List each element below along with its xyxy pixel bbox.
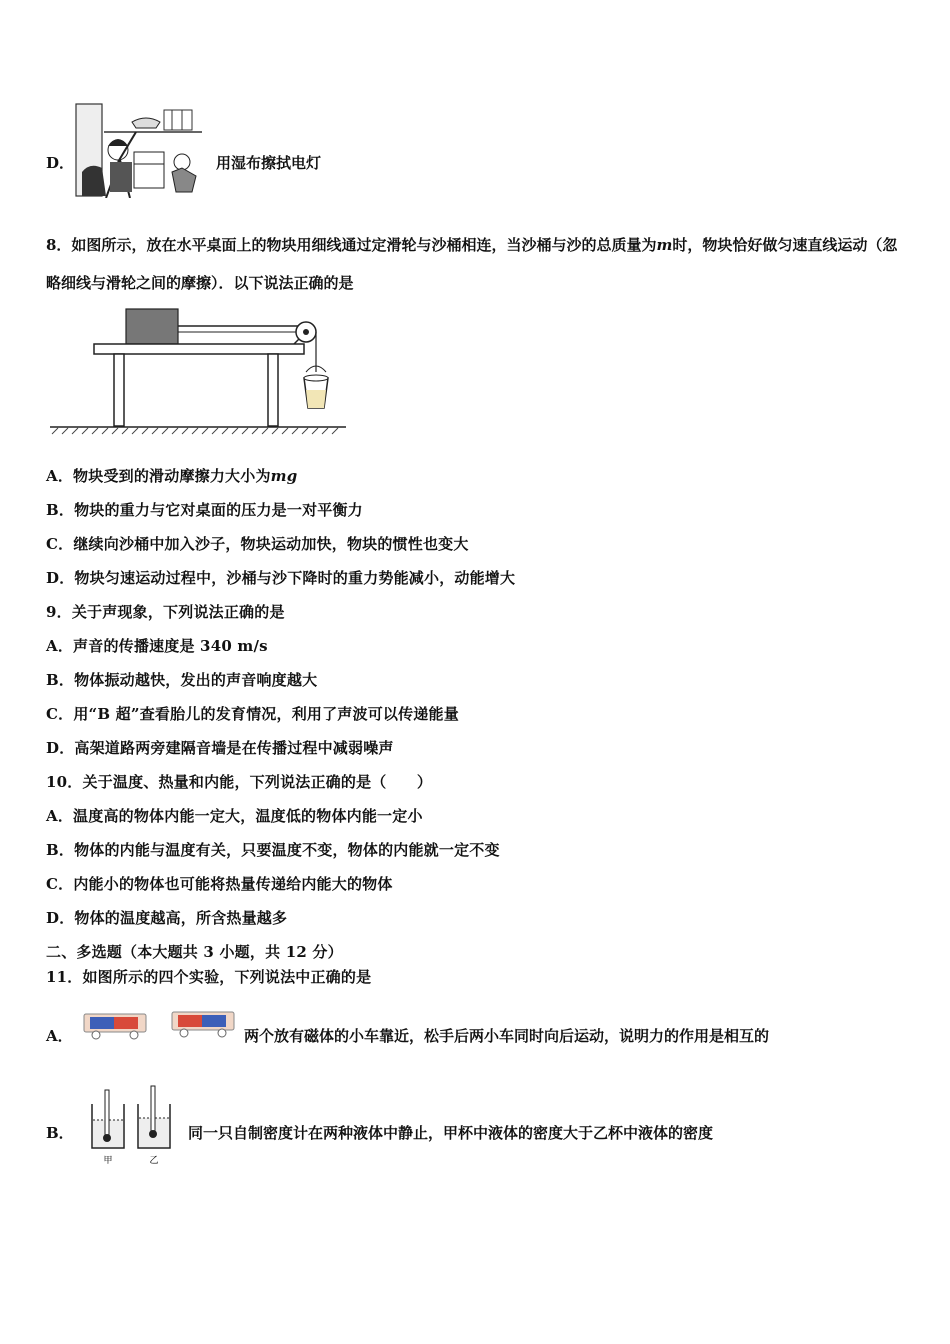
q10-option-a: A．温度高的物体内能一定大，温度低的物体内能一定小 (46, 807, 423, 825)
q8-option-c: C．继续向沙桶中加入沙子，物块运动加快，物块的惯性也变大 (46, 535, 469, 553)
q9-option-d: D．高架道路两旁建隔音墙是在传播过程中减弱噪声 (46, 739, 394, 757)
q7-option-d-label: D． (46, 154, 75, 172)
cart-left (84, 1014, 146, 1039)
beaker-right-label: 乙 (149, 1156, 159, 1166)
cart-right (172, 1012, 234, 1037)
cleaning-lamp-illustration (74, 102, 204, 198)
q10-option-c: C．内能小的物体也可能将热量传递给内能大的物体 (46, 875, 393, 893)
hydrometer-beakers-illustration (86, 1084, 182, 1168)
q11-option-b-text: 同一只自制密度计在两种液体中静止，甲杯中液体的密度大于乙杯中液体的密度 (188, 1124, 714, 1142)
beaker-left-label: 甲 (103, 1156, 113, 1166)
beaker-right (138, 1086, 170, 1148)
q10-stem: 10．关于温度、热量和内能，下列说法正确的是（ ） (46, 773, 433, 791)
q9-option-c: C．用“B 超”查看胎儿的发育情况，利用了声波可以传递能量 (46, 705, 459, 723)
q8-stem: 8．如图所示，放在水平桌面上的物块用细线通过定滑轮与沙桶相连，当沙桶与沙的总质量为m时，物块恰好做匀速直线运动（忽略细线与滑轮之间的摩擦）．以下说法正确的是 (46, 236, 898, 292)
q8-option-b: B．物块的重力与它对桌面的压力是一对平衡力 (46, 501, 363, 519)
pulley-block-diagram (48, 306, 348, 438)
q8-option-d: D．物块匀速运动过程中，沙桶与沙下降时的重力势能减小，动能增大 (46, 569, 516, 587)
q7-option-d-text: 用湿布擦拭电灯 (216, 154, 322, 172)
q10-option-b: B．物体的内能与温度有关，只要温度不变，物体的内能就一定不变 (46, 841, 500, 859)
magnet-carts-illustration (80, 1008, 240, 1040)
q11-option-a-label: A． (46, 1027, 73, 1045)
q11-stem: 11．如图所示的四个实验，下列说法中正确的是 (46, 968, 372, 986)
q9-option-a: A．声音的传播速度是 340 m/s (46, 637, 268, 655)
section-heading: 二、多选题（本大题共 3 小题，共 12 分） (46, 943, 343, 961)
q11-option-a-text: 两个放有磁体的小车靠近，松手后两小车同时向后运动，说明力的作用是相互的 (244, 1027, 770, 1045)
q8-option-a: A．物块受到的滑动摩擦力大小为mg (46, 467, 298, 485)
q9-option-b: B．物体振动越快，发出的声音响度越大 (46, 671, 318, 689)
q9-stem: 9．关于声现象，下列说法正确的是 (46, 603, 285, 621)
q11-option-b-label: B． (46, 1124, 74, 1142)
beaker-left (92, 1090, 124, 1148)
q10-option-d: D．物体的温度越高，所含热量越多 (46, 909, 288, 927)
